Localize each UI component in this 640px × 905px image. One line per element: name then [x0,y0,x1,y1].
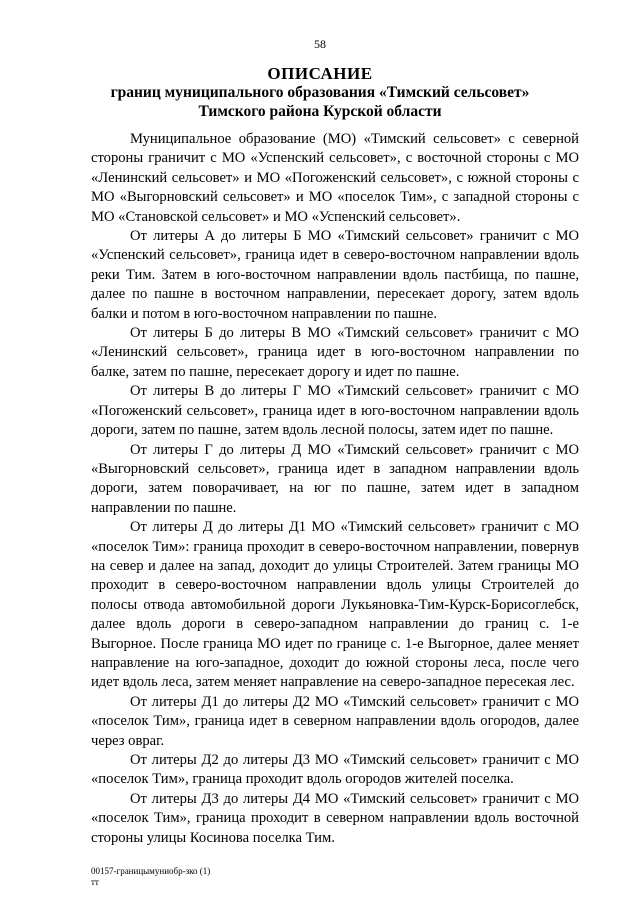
footer-initials: тт [91,877,99,887]
heading-subtitle-line-2: Тимского района Курской области [198,103,442,120]
heading-subtitle-line-1: границ муниципального образования «Тимский сельсовет» [110,84,530,101]
page-number: 58 [314,37,326,51]
paragraph-intro: Муниципальное образование (МО) «Тимский сельсовет» с северной стороны граничит с МО «Успенский сельсовет», с восточной стороны с МО «Ленинский сельсовет» и МО «Погоженский сельсовет», с южной стороны с МО «Выгорновский сельсовет» и МО «поселок Тим», с западной стороны с МО «Становской сельсовет» и МО «Успенский сельсовет». [91,131,579,225]
paragraph-b-v: От литеры Б до литеры В МО «Тимский сельсовет» граничит с МО «Ленинский сельсовет», граница идет в юго-восточном направлении по балке, затем по пашне, пересекает дорогу и идет по пашне. [91,325,579,380]
paragraph-d2-d3: От литеры Д2 до литеры Д3 МО «Тимский сельсовет» граничит с МО «поселок Тим», граница проходит вдоль огородов жителей поселка. [91,752,579,788]
paragraph-d3-d4: От литеры Д3 до литеры Д4 МО «Тимский сельсовет» граничит с МО «поселок Тим», граница проходит в северном направлении вдоль восточной стороны улицы Косинова поселка Тим. [91,790,579,846]
paragraph-g-d: От литеры Г до литеры Д МО «Тимский сельсовет» граничит с МО «Выгорновский сельсовет», граница идет в западном направлении вдоль дороги, затем поворачивает, на юг по пашне, затем идет в западном направлении по пашне. [91,441,579,516]
document-body [91,130,579,848]
paragraph-d1-d2: От литеры Д1 до литеры Д2 МО «Тимский сельсовет» граничит с МО «поселок Тим», граница идет в северном направлении вдоль огородов, далее через овраг. [91,693,579,749]
paragraph-a-b: От литеры А до литеры Б МО «Тимский сельсовет» граничит с МО «Успенский сельсовет», граница идет в северо-восточном направлении вдоль реки Тим. Затем в юго-восточном направлении вдоль пастбища, по пашне, далее по пашне в восточном направлении, пересекает дорогу, затем вдоль балки и потом в юго-восточном направлении по пашне. [91,228,579,322]
document-footer [91,866,210,888]
heading-title: ОПИСАНИЕ [267,64,373,83]
document-heading [60,64,580,121]
footer-filename: 00157-границымуниобр-зко (1) [91,866,211,876]
paragraph-d-d1: От литеры Д до литеры Д1 МО «Тимский сельсовет» граничит с МО «поселок Тим»: граница проходит в северо-восточном направлении, повернув на север и далее на запад, доходит до улицы Строителей. Затем границы МО проходит в северо-восточном направлении вдоль улицы Строителей до полосы отвода автомобильной дороги Лукьяновка-Тим-Курск-Борисоглебск, далее вдоль дороги в северо-западном направлении до границ с. 1-е Выгорное. После граница МО идет по границе с. 1-е Выгорное, далее меняет направление на юго-западное, доходит до южной стороны леса, после чего идет вдоль леса, затем меняет направление на северо-западное пересекая лес. [91,519,579,691]
paragraph-v-g: От литеры В до литеры Г МО «Тимский сельсовет» граничит с МО «Погоженский сельсовет», граница идет в юго-восточном направлении вдоль дороги, затем по пашне, затем вдоль лесной полосы, затем идет по пашне. [91,383,579,439]
